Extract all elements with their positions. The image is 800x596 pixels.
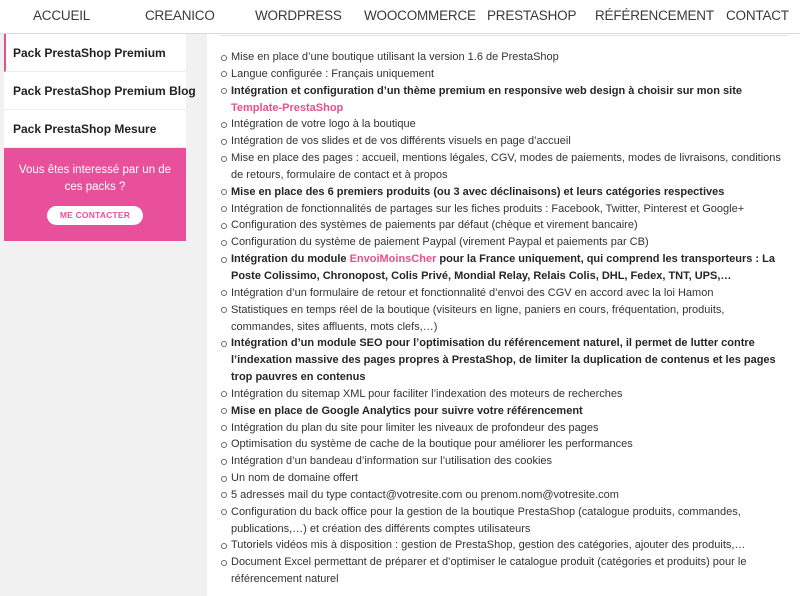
- feature-text: Configuration des systèmes de paiements par défaut (chèque et virement bancaire): [231, 219, 638, 232]
- feature-item: [221, 403, 786, 420]
- feature-item: [221, 285, 786, 302]
- bullet-icon: [221, 290, 227, 296]
- feature-item: [221, 201, 786, 218]
- bullet-icon: [221, 543, 227, 549]
- feature-item: [221, 133, 786, 150]
- bullet-icon: [221, 156, 227, 162]
- bullet-icon: [221, 391, 227, 397]
- feature-item: [221, 335, 786, 386]
- feature-item: [221, 537, 786, 554]
- bullet-icon: [221, 189, 227, 195]
- feature-link[interactable]: EnvoiMoinsCher: [349, 253, 437, 266]
- bullet-icon: [221, 240, 227, 246]
- bullet-icon: [221, 459, 227, 465]
- content-divider: [219, 35, 789, 36]
- bullet-icon: [221, 88, 227, 94]
- feature-item: [221, 116, 786, 133]
- feature-text: Intégration d’un module SEO pour l’optimisation du référencement naturel, il permet de lutter contre l’indexation massive des pages propres à PrestaShop, de limiter la duplication de contenus et les pages trop pauvres en contenus: [231, 337, 776, 384]
- feature-text: Mise en place de Google Analytics pour suivre votre référencement: [231, 404, 583, 417]
- feature-item: [221, 554, 786, 588]
- feature-text: Statistiques en temps réel de la boutique (visiteurs en ligne, paniers en cours, fréquentation, produits, commandes, sites affluents, mots clefs,…): [231, 303, 725, 333]
- feature-item: [221, 420, 786, 437]
- nav-accueil[interactable]: ACCUEIL: [33, 8, 91, 23]
- feature-item: [221, 453, 786, 470]
- feature-text: Intégration de vos slides et de vos différents visuels en page d’accueil: [231, 135, 571, 148]
- bullet-icon: [221, 476, 227, 482]
- feature-item: [221, 150, 786, 184]
- bullet-icon: [221, 341, 227, 347]
- bullet-icon: [221, 509, 227, 515]
- sidebar-item-pack-premium[interactable]: Pack PrestaShop Premium: [4, 34, 186, 72]
- feature-item: [221, 83, 786, 117]
- feature-text: Intégration et configuration d’un thème premium en responsive web design à choisir sur mon site: [231, 84, 742, 97]
- bullet-icon: [221, 425, 227, 431]
- feature-link[interactable]: Template-PrestaShop: [231, 101, 344, 114]
- bullet-icon: [221, 257, 227, 263]
- feature-text: Mise en place d’une boutique utilisant la version 1.6 de PrestaShop: [231, 51, 559, 63]
- contact-promo-box: [4, 148, 186, 241]
- feature-item: [221, 504, 786, 538]
- feature-text: Tutoriels vidéos mis à disposition : gestion de PrestaShop, gestion des catégories, ajouter des produits,…: [231, 539, 746, 552]
- feature-item: [221, 234, 786, 251]
- top-navigation: [0, 0, 800, 34]
- feature-text: Intégration de fonctionnalités de partages sur les fiches produits : Facebook, Twitter, Pinterest et Google+: [231, 202, 745, 215]
- feature-item: [221, 66, 786, 83]
- feature-text: Un nom de domaine offert: [231, 472, 358, 485]
- bullet-icon: [221, 560, 227, 566]
- contact-button[interactable]: ME CONTACTER: [47, 206, 143, 225]
- bullet-icon: [221, 223, 227, 229]
- feature-text: Intégration d’un formulaire de retour et fonctionnalité d’envoi des CGV en accord avec la loi Hamon: [231, 286, 714, 299]
- feature-item: [221, 487, 786, 504]
- main-content: [207, 34, 800, 596]
- feature-text: Document Excel permettant de préparer et d’optimiser le catalogue produit (catégories et produits) pour le référencement naturel: [231, 556, 747, 586]
- nav-prestashop[interactable]: PRESTASHOP: [487, 8, 577, 23]
- feature-text-after: pour la France uniquement, qui comprend les transporteurs : La Poste Colissimo, Chronopost, Colis Privé, Mondial Relay, Relais Colis, DHL, Fedex, TNT, UPS,…: [231, 253, 775, 282]
- feature-list: [221, 49, 786, 588]
- bullet-icon: [221, 492, 227, 498]
- bullet-icon: [221, 408, 227, 414]
- feature-text: Configuration du système de paiement Paypal (virement Paypal et paiements par CB): [231, 236, 649, 249]
- feature-text: Intégration d’un bandeau d’information sur l’utilisation des cookies: [231, 455, 553, 468]
- bullet-icon: [221, 307, 227, 313]
- feature-text: Configuration du back office pour la gestion de la boutique PrestaShop (catalogue produits, commandes, publications,…) et création des différents comptes utilisateurs: [231, 505, 741, 535]
- feature-text: Intégration de votre logo à la boutique: [231, 118, 416, 131]
- feature-text: Langue configurée : Français uniquement: [231, 67, 435, 80]
- nav-referencement[interactable]: RÉFÉRENCEMENT: [595, 8, 714, 23]
- bullet-icon: [221, 55, 227, 61]
- feature-item: [221, 302, 786, 336]
- feature-text: Optimisation du système de cache de la boutique pour améliorer les performances: [231, 438, 633, 451]
- feature-item: [221, 470, 786, 487]
- nav-woocommerce[interactable]: WOOCOMMERCE: [364, 8, 476, 23]
- feature-text: Intégration du sitemap XML pour faciliter l’indexation des moteurs de recherches: [231, 387, 623, 400]
- bullet-icon: [221, 139, 227, 145]
- feature-item: [221, 436, 786, 453]
- promo-text: Vous êtes interessé par un de ces packs ?: [18, 164, 172, 193]
- nav-creanico[interactable]: CREANICO: [145, 8, 215, 23]
- nav-contact[interactable]: CONTACT: [726, 8, 789, 23]
- feature-text: 5 adresses mail du type contact@votresite.com ou prenom.nom@votresite.com: [231, 488, 619, 501]
- feature-text: Intégration du plan du site pour limiter les niveaux de profondeur des pages: [231, 421, 599, 434]
- feature-item: [221, 251, 786, 285]
- feature-item: [221, 184, 786, 201]
- sidebar-item-pack-premium-blog[interactable]: Pack PrestaShop Premium Blog: [4, 72, 186, 110]
- sidebar: [4, 34, 196, 241]
- feature-text: Intégration du module: [231, 253, 350, 266]
- feature-item: [221, 49, 786, 66]
- feature-text: Mise en place des 6 premiers produits (ou 3 avec déclinaisons) et leurs catégories respectives: [231, 185, 725, 198]
- feature-text: Mise en place des pages : accueil, mentions légales, CGV, modes de paiements, modes de livraisons, conditions de retours, formulaire de contact et à propos: [231, 152, 781, 181]
- sidebar-item-pack-mesure[interactable]: Pack PrestaShop Mesure: [4, 110, 186, 148]
- bullet-icon: [221, 442, 227, 448]
- feature-item: [221, 386, 786, 403]
- bullet-icon: [221, 122, 227, 128]
- bullet-icon: [221, 71, 227, 77]
- bullet-icon: [221, 206, 227, 212]
- feature-item: [221, 217, 786, 234]
- nav-wordpress[interactable]: WORDPRESS: [255, 8, 342, 23]
